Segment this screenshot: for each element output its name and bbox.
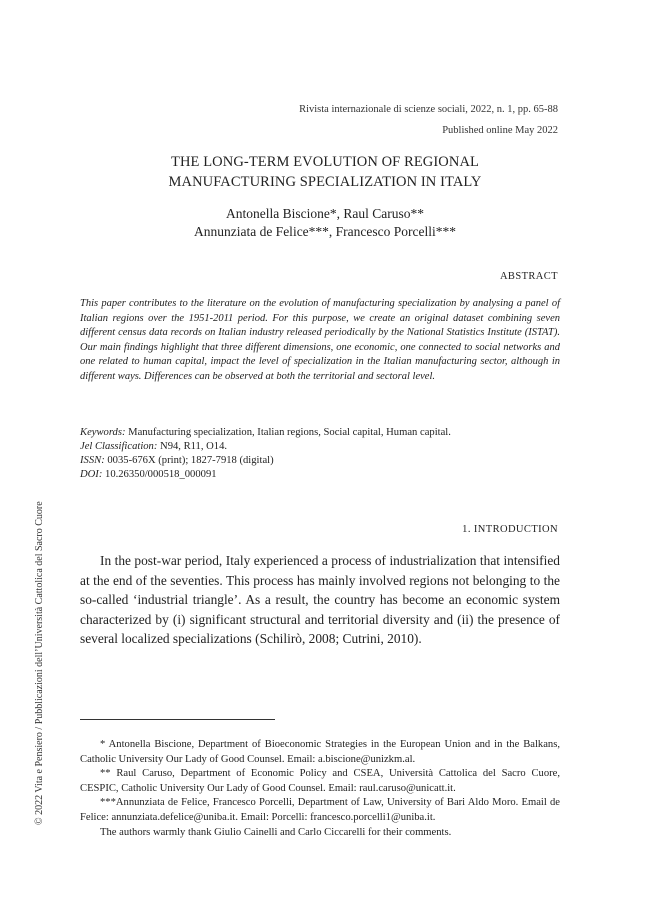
paper-metadata xyxy=(80,426,560,482)
abstract-heading: ABSTRACT xyxy=(499,271,558,282)
paper-title xyxy=(0,152,650,192)
copyright-notice: © 2022 Vita e Pensiero / Pubblicazioni dell’Università Cattolica del Sacro Cuore xyxy=(34,501,45,825)
journal-citation: Rivista internazionale di scienze sociali, 2022, n. 1, pp. 65-88 xyxy=(299,104,558,115)
keywords-line xyxy=(80,426,560,440)
introduction-heading: 1. INTRODUCTION xyxy=(462,524,558,535)
title-line-2: MANUFACTURING SPECIALIZATION IN ITALY xyxy=(168,174,482,190)
doi-label: DOI: xyxy=(80,469,103,480)
issn-line xyxy=(80,454,560,468)
authors-line-1: Antonella Biscione*, Raul Caruso** xyxy=(226,206,424,221)
footnotes xyxy=(80,738,560,840)
issn-label: ISSN: xyxy=(80,455,105,466)
jel-label: Jel Classification: xyxy=(80,441,158,452)
keywords-label: Keywords: xyxy=(80,427,126,438)
introduction-text: In the post-war period, Italy experienced a process of industrialization that intensified at the end of the seventies. This process has mainly involved regions not belonging to the so-called ‘industrial triangle’. As a result, the country has become an economic system characterized by (i) significant structural and territorial diversity and (ii) the presence of several localized specializations (Schilirò, 2008; Cutrini, 2010). xyxy=(80,553,560,646)
issn-value: 0035-676X (print); 1827-7918 (digital) xyxy=(107,455,274,466)
footnote-caruso: ** Raul Caruso, Department of Economic Policy and CSEA, Università Cattolica del Sacro Cuore, CESPIC, Catholic University Our Lady of Good Counsel. Email: raul.caruso@unicatt.it. xyxy=(80,768,560,794)
title-line-1: THE LONG-TERM EVOLUTION OF REGIONAL xyxy=(171,154,479,170)
jel-value: N94, R11, O14. xyxy=(160,441,228,452)
doi-line xyxy=(80,468,560,482)
authors xyxy=(0,205,650,241)
abstract-text: This paper contributes to the literature on the evolution of manufacturing specialization by analysing a panel of Italian regions over the 1951-2011 period. For this purpose, we create an original dataset combining seven different census data records on Italian industry released periodically by the National Statistics Institute (ISTAT). Our main findings highlight that three different dimensions, one economic, one connected to social networks and one related to human capital, impact the level of specialization in the Italian manufacturing sector, although in different ways. Differences can be observed at both the territorial and sectoral level. xyxy=(80,298,560,382)
publication-date: Published online May 2022 xyxy=(442,125,558,136)
footnote-acknowledgements: The authors warmly thank Giulio Cainelli and Carlo Ciccarelli for their comments. xyxy=(100,826,452,838)
footnote-biscione: * Antonella Biscione, Department of Bioeconomic Strategies in the European Union and in the Balkans, Catholic University Our Lady of Good Counsel. Email: a.biscione@unizkm.al. xyxy=(80,739,560,765)
authors-line-2: Annunziata de Felice***, Francesco Porcelli*** xyxy=(193,224,457,239)
doi-value: 10.26350/000518_000091 xyxy=(105,469,217,480)
jel-line xyxy=(80,440,560,454)
keywords-value: Manufacturing specialization, Italian regions, Social capital, Human capital. xyxy=(128,427,451,438)
footnote-divider xyxy=(80,719,275,720)
footnote-defelice-porcelli: ***Annunziata de Felice, Francesco Porcelli, Department of Law, University of Bari Aldo Moro. Email de Felice: annunziata.defelice@uniba.it. Email: Porcelli: francesco.porcelli1@uniba.it. xyxy=(80,797,560,823)
